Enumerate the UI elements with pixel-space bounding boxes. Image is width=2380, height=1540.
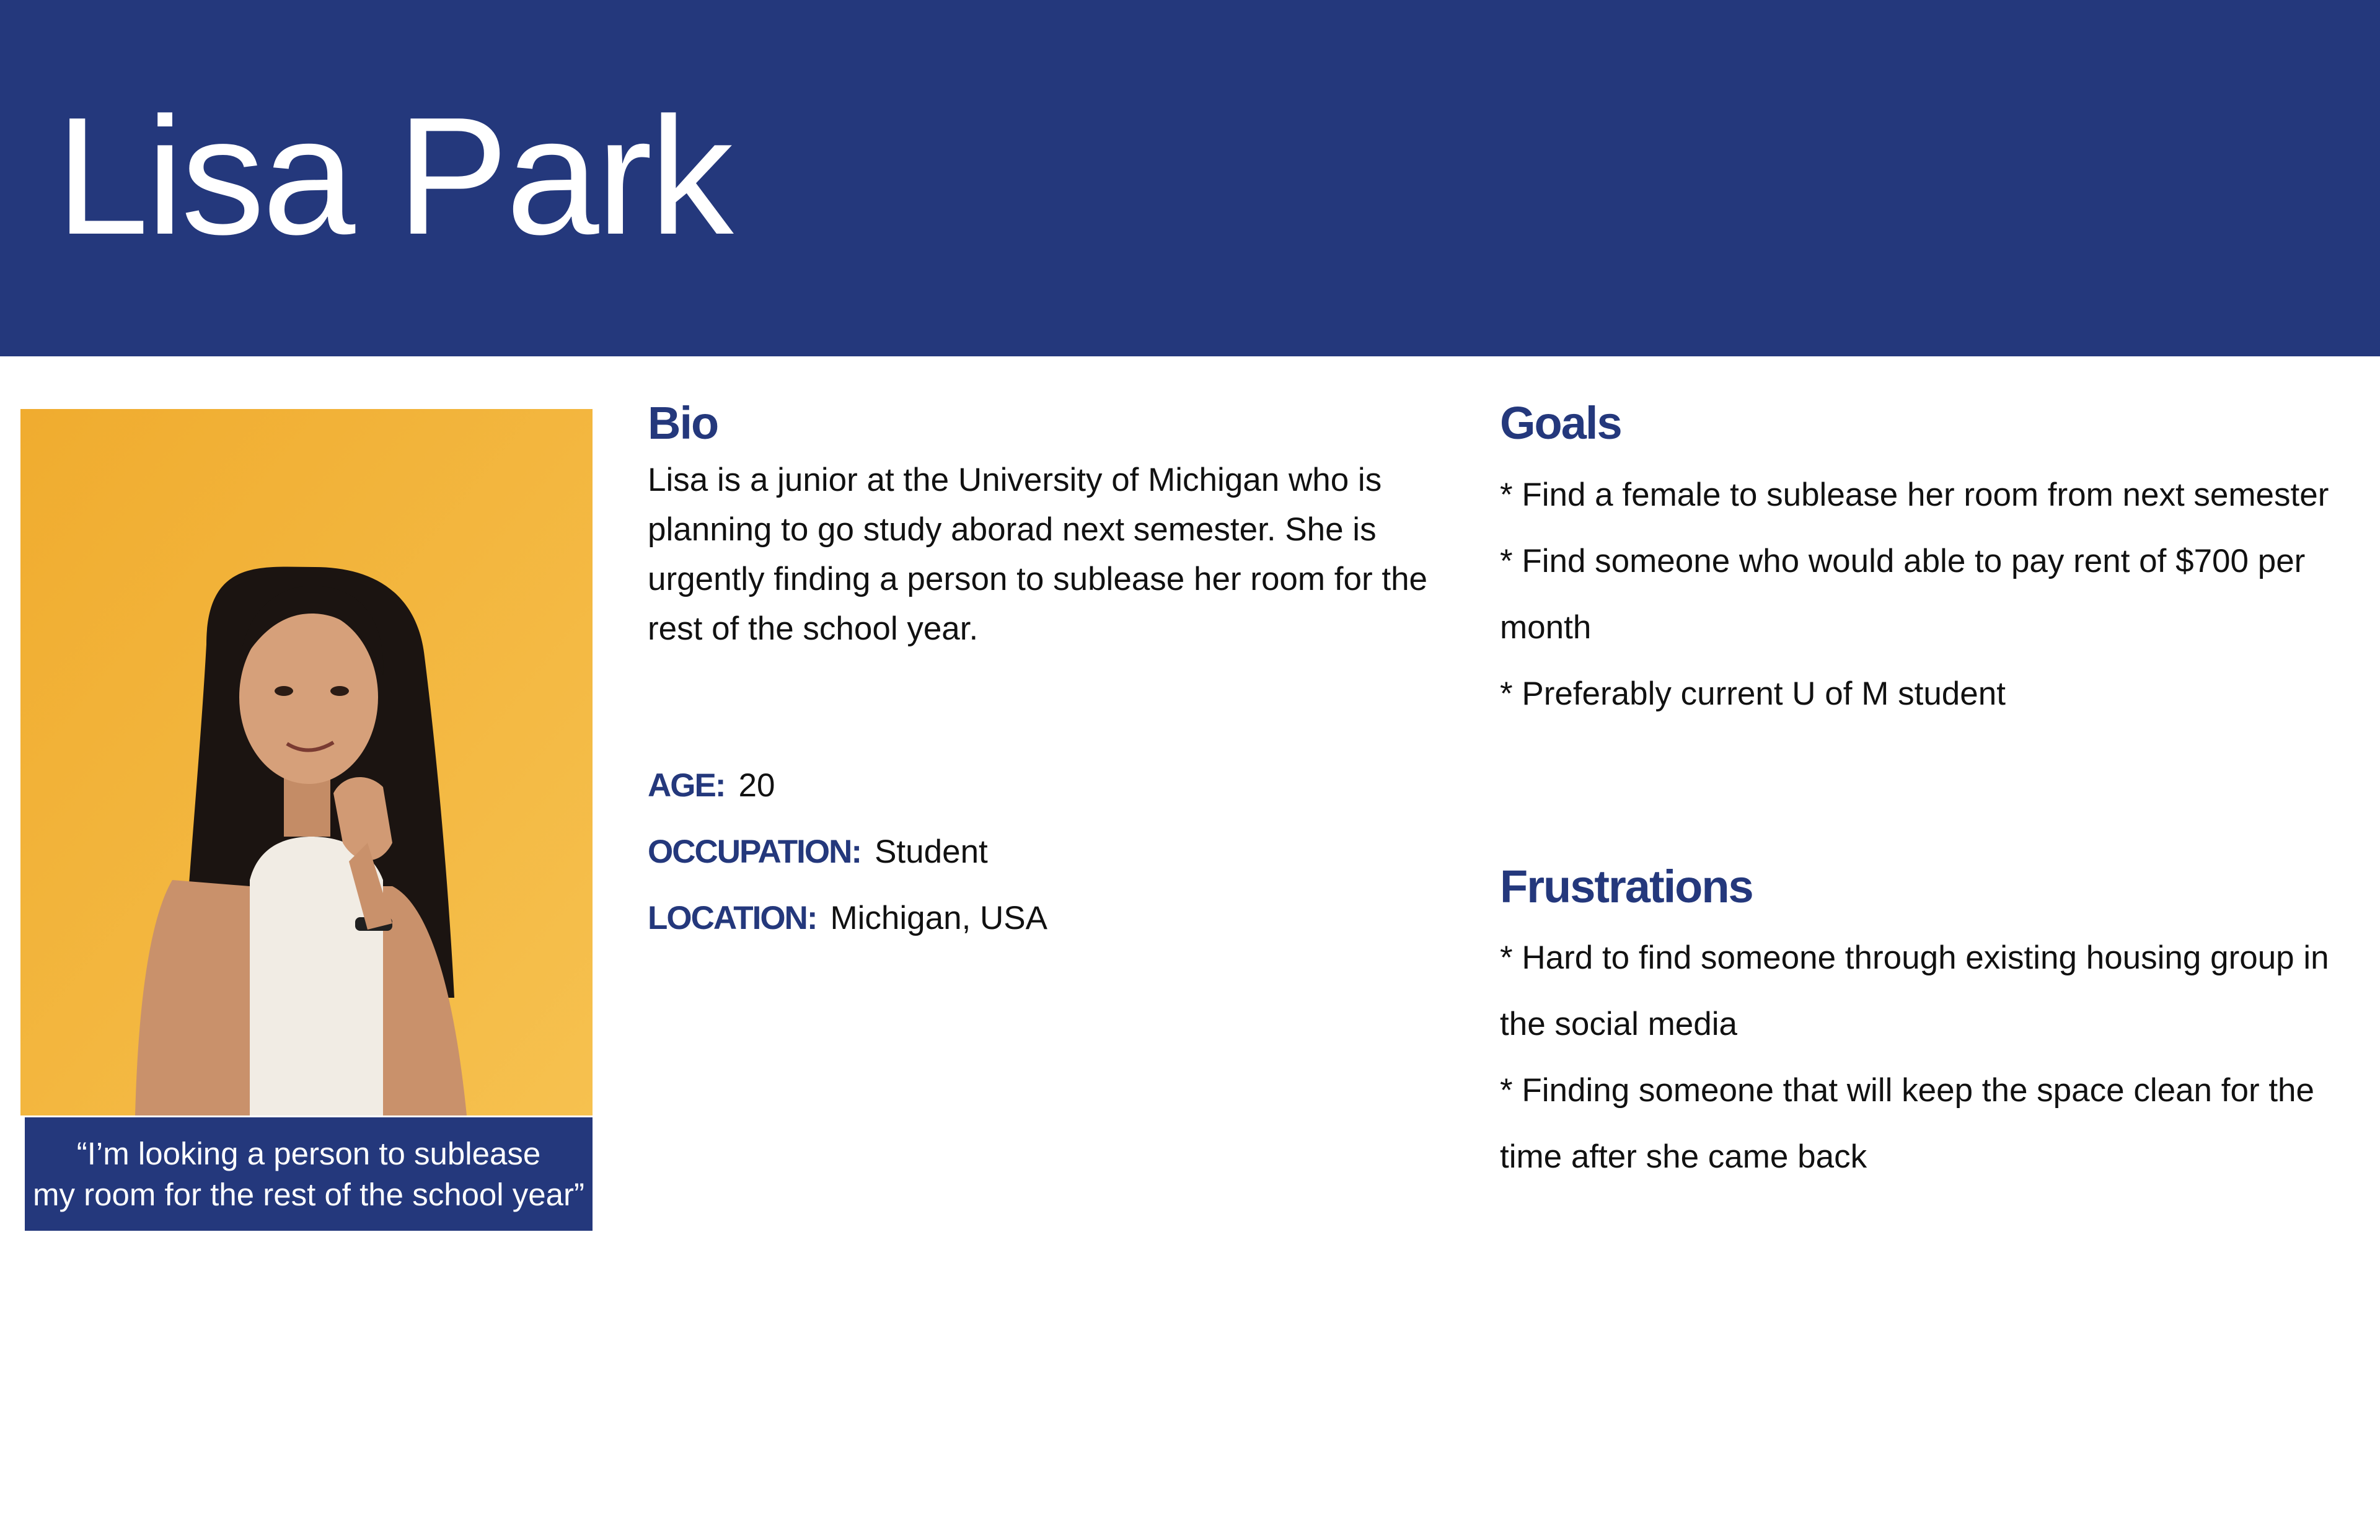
- header-banner: [0, 0, 2380, 356]
- goal-item: * Preferably current U of M student: [1500, 675, 2006, 712]
- bio-heading: Bio: [648, 397, 718, 449]
- persona-photo: [20, 409, 593, 1115]
- persona-name: Lisa Park: [56, 83, 731, 270]
- persona-quote: [25, 1117, 593, 1231]
- goal-item: * Find a female to sublease her room from next semester: [1500, 477, 2329, 513]
- frustrations-list: [1500, 925, 2355, 1190]
- bio-text: Lisa is a junior at the University of Michigan who is planning to go study aborad next semester. She is urgently finding a person to sublease her room for the rest of the school year.: [648, 462, 1428, 647]
- fact-age: [648, 767, 775, 804]
- frustrations-heading: Frustrations: [1500, 861, 1753, 912]
- goals-heading: Goals: [1500, 397, 1621, 449]
- goals-list: [1500, 462, 2355, 727]
- fact-location-value: Michigan, USA: [830, 900, 1047, 936]
- frustration-item: * Hard to find someone through existing housing group in the social media: [1500, 939, 2329, 1042]
- goal-item: * Find someone who would able to pay rent of $700 per month: [1500, 543, 2306, 646]
- fact-occupation: [648, 834, 988, 871]
- fact-location-label: LOCATION:: [648, 900, 817, 936]
- fact-age-value: 20: [738, 767, 775, 804]
- persona-photo-illustration: [20, 409, 593, 1115]
- frustration-item: * Finding someone that will keep the space clean for the time after she came back: [1500, 1072, 2315, 1175]
- fact-age-label: AGE:: [648, 767, 725, 804]
- fact-location: [648, 900, 1047, 937]
- fact-occupation-value: Student: [875, 834, 988, 870]
- fact-occupation-label: OCCUPATION:: [648, 834, 862, 870]
- persona-quote-text: “I’m looking a person to sublease my room for the rest of the school year”: [32, 1135, 584, 1212]
